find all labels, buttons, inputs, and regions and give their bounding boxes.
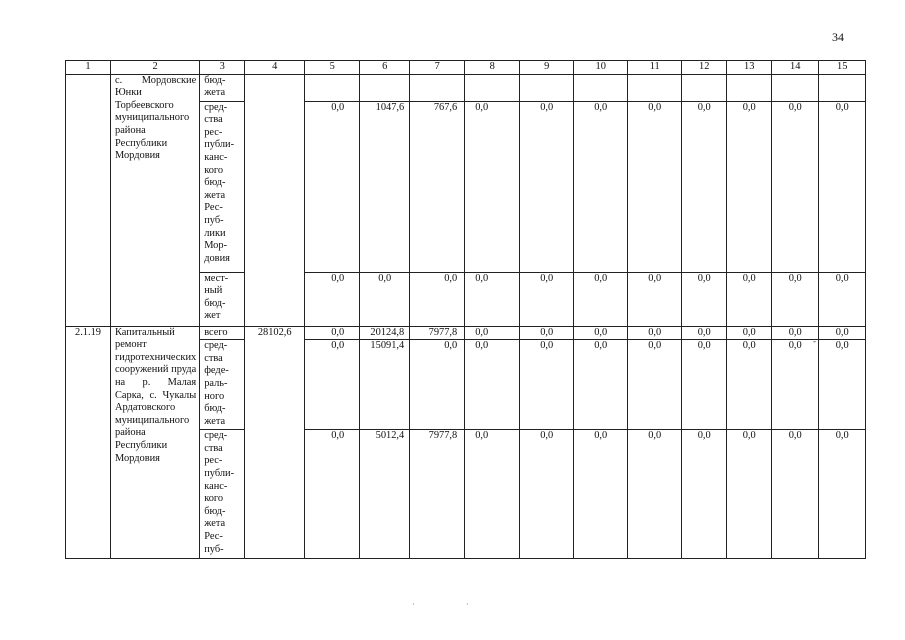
value-cell: 15091,4 — [360, 340, 410, 430]
table-row — [66, 326, 866, 340]
value-cell: 0,0 — [727, 340, 772, 430]
funding-source: сред- ства рес- публи- канс- кого бюд- жета Рес- пуб- — [200, 430, 245, 559]
value-cell: 7977,8 — [410, 430, 465, 559]
value-cell: 0,0 — [682, 430, 727, 559]
header-cell: 5 — [305, 61, 360, 75]
value-cell: 5012,4 — [360, 430, 410, 559]
value-cell: 7977,8 — [410, 326, 465, 340]
value-cell: 0,0 — [574, 326, 628, 340]
header-cell: 11 — [628, 61, 682, 75]
value-cell: 0,0 — [819, 326, 866, 340]
value-cell: 0,0 — [574, 340, 628, 430]
page-number: 34 — [832, 30, 844, 44]
value-cell: 0,0 — [410, 272, 465, 326]
value-cell: 0,0 — [305, 326, 360, 340]
value-cell: 0,0 — [520, 272, 574, 326]
value-cell: 0,0 — [305, 101, 360, 272]
header-cell: 7 — [410, 61, 465, 75]
value-cell: 1047,6 — [360, 101, 410, 272]
table-row — [66, 74, 866, 101]
funding-source: бюд- жета — [200, 74, 245, 101]
funding-source: сред- ства феде- раль- ного бюд- жета — [200, 340, 245, 430]
value-cell: 0,0 — [520, 101, 574, 272]
value-cell: 0,0 — [305, 340, 360, 430]
funding-source: всего — [200, 326, 245, 340]
value-cell: 0,0 — [465, 430, 520, 559]
scan-artifact-mark: - — [813, 336, 816, 346]
value-cell: 0,0 — [772, 101, 819, 272]
header-cell: 2 — [111, 61, 200, 75]
value-cell: 0,0 — [772, 340, 819, 430]
value-cell: 0,0 — [574, 272, 628, 326]
value-cell: 0,0 — [628, 326, 682, 340]
value-cell: 0,0 — [360, 272, 410, 326]
header-cell: 8 — [465, 61, 520, 75]
value-cell: 0,0 — [520, 340, 574, 430]
value-cell: 0,0 — [682, 340, 727, 430]
value-cell: 0,0 — [682, 326, 727, 340]
header-cell: 10 — [574, 61, 628, 75]
funding-source: сред- ства рес- публи- канс- кого бюд- жета Рес- пуб- лики Мор- довия — [200, 101, 245, 272]
total-cell: 28102,6 — [245, 326, 305, 559]
scan-artifact-dot: · — [466, 600, 469, 609]
item-name: с. Мордовские Юнки Торбеевского муниципального района Республики Мордовия — [111, 74, 200, 326]
value-cell: 0,0 — [465, 340, 520, 430]
value-cell: 0,0 — [465, 326, 520, 340]
header-row — [66, 61, 866, 75]
scan-artifact-dot: · — [412, 600, 415, 609]
value-cell: 0,0 — [727, 101, 772, 272]
value-cell: 0,0 — [410, 340, 465, 430]
value-cell: 0,0 — [465, 101, 520, 272]
header-cell: 6 — [360, 61, 410, 75]
value-cell: 0,0 — [682, 272, 727, 326]
header-cell: 1 — [66, 61, 111, 75]
value-cell: 0,0 — [574, 101, 628, 272]
value-cell: 0,0 — [628, 272, 682, 326]
header-cell: 4 — [245, 61, 305, 75]
value-cell: 0,0 — [305, 430, 360, 559]
header-cell: 3 — [200, 61, 245, 75]
value-cell: 0,0 — [819, 340, 866, 430]
value-cell: 0,0 — [520, 326, 574, 340]
value-cell: 0,0 — [772, 272, 819, 326]
value-cell: 0,0 — [305, 272, 360, 326]
value-cell: 0,0 — [628, 101, 682, 272]
header-cell: 13 — [727, 61, 772, 75]
value-cell: 20124,8 — [360, 326, 410, 340]
value-cell: 767,6 — [410, 101, 465, 272]
value-cell: 0,0 — [520, 430, 574, 559]
header-cell: 15 — [819, 61, 866, 75]
value-cell: 0,0 — [772, 430, 819, 559]
value-cell: 0,0 — [772, 326, 819, 340]
header-cell: 9 — [520, 61, 574, 75]
value-cell: 0,0 — [465, 272, 520, 326]
value-cell: 0,0 — [682, 101, 727, 272]
item-number: 2.1.19 — [66, 326, 111, 559]
header-cell: 14 — [772, 61, 819, 75]
value-cell: 0,0 — [574, 430, 628, 559]
value-cell: 0,0 — [628, 430, 682, 559]
value-cell: 0,0 — [819, 430, 866, 559]
item-number-cell — [66, 74, 111, 326]
item-name: Капитальный ремонт гидротехнических сооружений пруда на р. Малая Сарка, с. Чукалы Ардатовского муниципального района Республики Мордовия — [111, 326, 200, 559]
value-cell: 0,0 — [819, 272, 866, 326]
value-cell: 0,0 — [727, 326, 772, 340]
value-cell: 0,0 — [727, 430, 772, 559]
value-cell: 0,0 — [628, 340, 682, 430]
value-cell: 0,0 — [819, 101, 866, 272]
header-cell: 12 — [682, 61, 727, 75]
value-cell: 0,0 — [727, 272, 772, 326]
total-cell — [245, 74, 305, 326]
funding-source: мест- ный бюд- жет — [200, 272, 245, 326]
budget-table — [65, 60, 866, 559]
